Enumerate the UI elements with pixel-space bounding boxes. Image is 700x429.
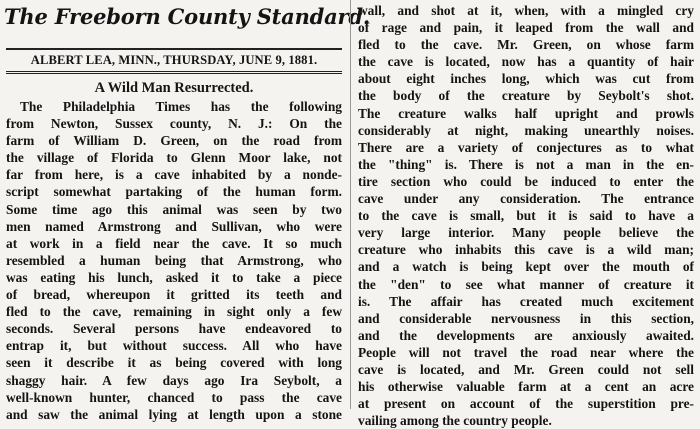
article-line: at present on account of the superstition pre- bbox=[358, 396, 694, 412]
article-line: the body of the creature by Seybolt's shot. bbox=[358, 88, 694, 104]
article-line: entrap it, but without success. All who have bbox=[6, 338, 342, 354]
article-line: seconds. Several persons have endeavored to bbox=[6, 321, 342, 337]
article-line: considerably at night, making unearthly noises. bbox=[358, 122, 694, 138]
article-line: cave is located, and Mr. Green could not sell bbox=[358, 361, 694, 377]
article-column-left bbox=[6, 98, 342, 423]
column-divider bbox=[350, 0, 351, 409]
article-line: very large interior. Many people believe the bbox=[358, 225, 694, 241]
article-line: the "den" to see what manner of creature it bbox=[358, 276, 694, 292]
masthead-rule-bottom bbox=[6, 71, 342, 72]
dateline: ALBERT LEA, MINN., THURSDAY, JUNE 9, 1881. bbox=[30, 53, 318, 67]
article-line: farm of William D. Green, on the road from bbox=[6, 133, 342, 149]
article-line: his otherwise valuable farm at a cent an acre bbox=[358, 379, 694, 395]
article-line: at work in a field near the cave. It so much bbox=[6, 235, 342, 251]
article-line: script somewhat partaking of the human form. bbox=[6, 184, 342, 200]
article-line: and a watch is being kept over the mouth of bbox=[358, 259, 694, 275]
article-line: Some time ago this animal was seen by two bbox=[6, 201, 342, 217]
article-line: wall, and shot at it, when, with a mingled cry bbox=[358, 3, 694, 18]
article-line: the cave is located, now has a quantity of hair bbox=[358, 54, 694, 70]
article-line: to the cave is small, but it is said to have a bbox=[358, 208, 694, 224]
article-line: men named Armstrong and Sullivan, who were bbox=[6, 218, 342, 234]
article-line: is. The affair has created much excitement bbox=[358, 293, 694, 309]
article-line: the village of Florida to Glenn Moor lake, not bbox=[6, 150, 342, 166]
article-line: of rage and pain, it leaped from the wall and bbox=[358, 20, 694, 36]
article-line: People will not travel the road near where the bbox=[358, 344, 694, 360]
article-line: tire section who could be induced to enter the bbox=[358, 173, 694, 189]
article-line: seen it describe it as being covered with long bbox=[6, 355, 342, 371]
article-line: creature who inhabits this cave is a wild man; bbox=[358, 242, 694, 258]
article-line: The creature walks half upright and prowls bbox=[358, 105, 694, 121]
masthead-title: The Freeborn County Standard. bbox=[4, 4, 370, 29]
article-line: The Philadelphia Times has the following bbox=[20, 99, 342, 114]
article-line: well-known hunter, chanced to pass the cave bbox=[6, 389, 342, 405]
article-line: resembled a human being that Armstrong, who bbox=[6, 252, 342, 268]
masthead-rule-double bbox=[6, 73, 342, 74]
article-column-right bbox=[358, 2, 694, 429]
masthead-rule-top bbox=[6, 48, 342, 50]
article-line: and the developments are anxiously awaited. bbox=[358, 327, 694, 343]
article-line: far from here, is a cave inhabited by a nonde- bbox=[6, 167, 342, 183]
article-line: about eight inches long, which was cut from bbox=[358, 71, 694, 87]
article-line: and considerable nervousness in this section, bbox=[358, 310, 694, 326]
article-line: of bread, whereupon it gritted its teeth and bbox=[6, 287, 342, 303]
article-line: vailing among the country people. bbox=[358, 413, 552, 429]
article-line: fled to the cave, remaining in sight only a few bbox=[6, 304, 342, 320]
article-headline: A Wild Man Resurrected. bbox=[94, 80, 254, 96]
article-line: the "thing" is. There is not a man in the en- bbox=[358, 156, 694, 172]
article-line: There are a variety of conjectures as to what bbox=[358, 139, 694, 155]
article-line: fled to the cave. Mr. Green, on whose farm bbox=[358, 37, 694, 53]
article-line: from Newton, Sussex county, N. J.: On the bbox=[6, 116, 342, 132]
article-line: cave under any consideration. The entrance bbox=[358, 191, 694, 207]
article-line: was eating his lunch, asked it to take a piece bbox=[6, 269, 342, 285]
article-line: shaggy hair. A few days ago Ira Seybolt, a bbox=[6, 372, 342, 388]
article-line: and saw the animal lying at length upon a stone bbox=[6, 406, 342, 422]
